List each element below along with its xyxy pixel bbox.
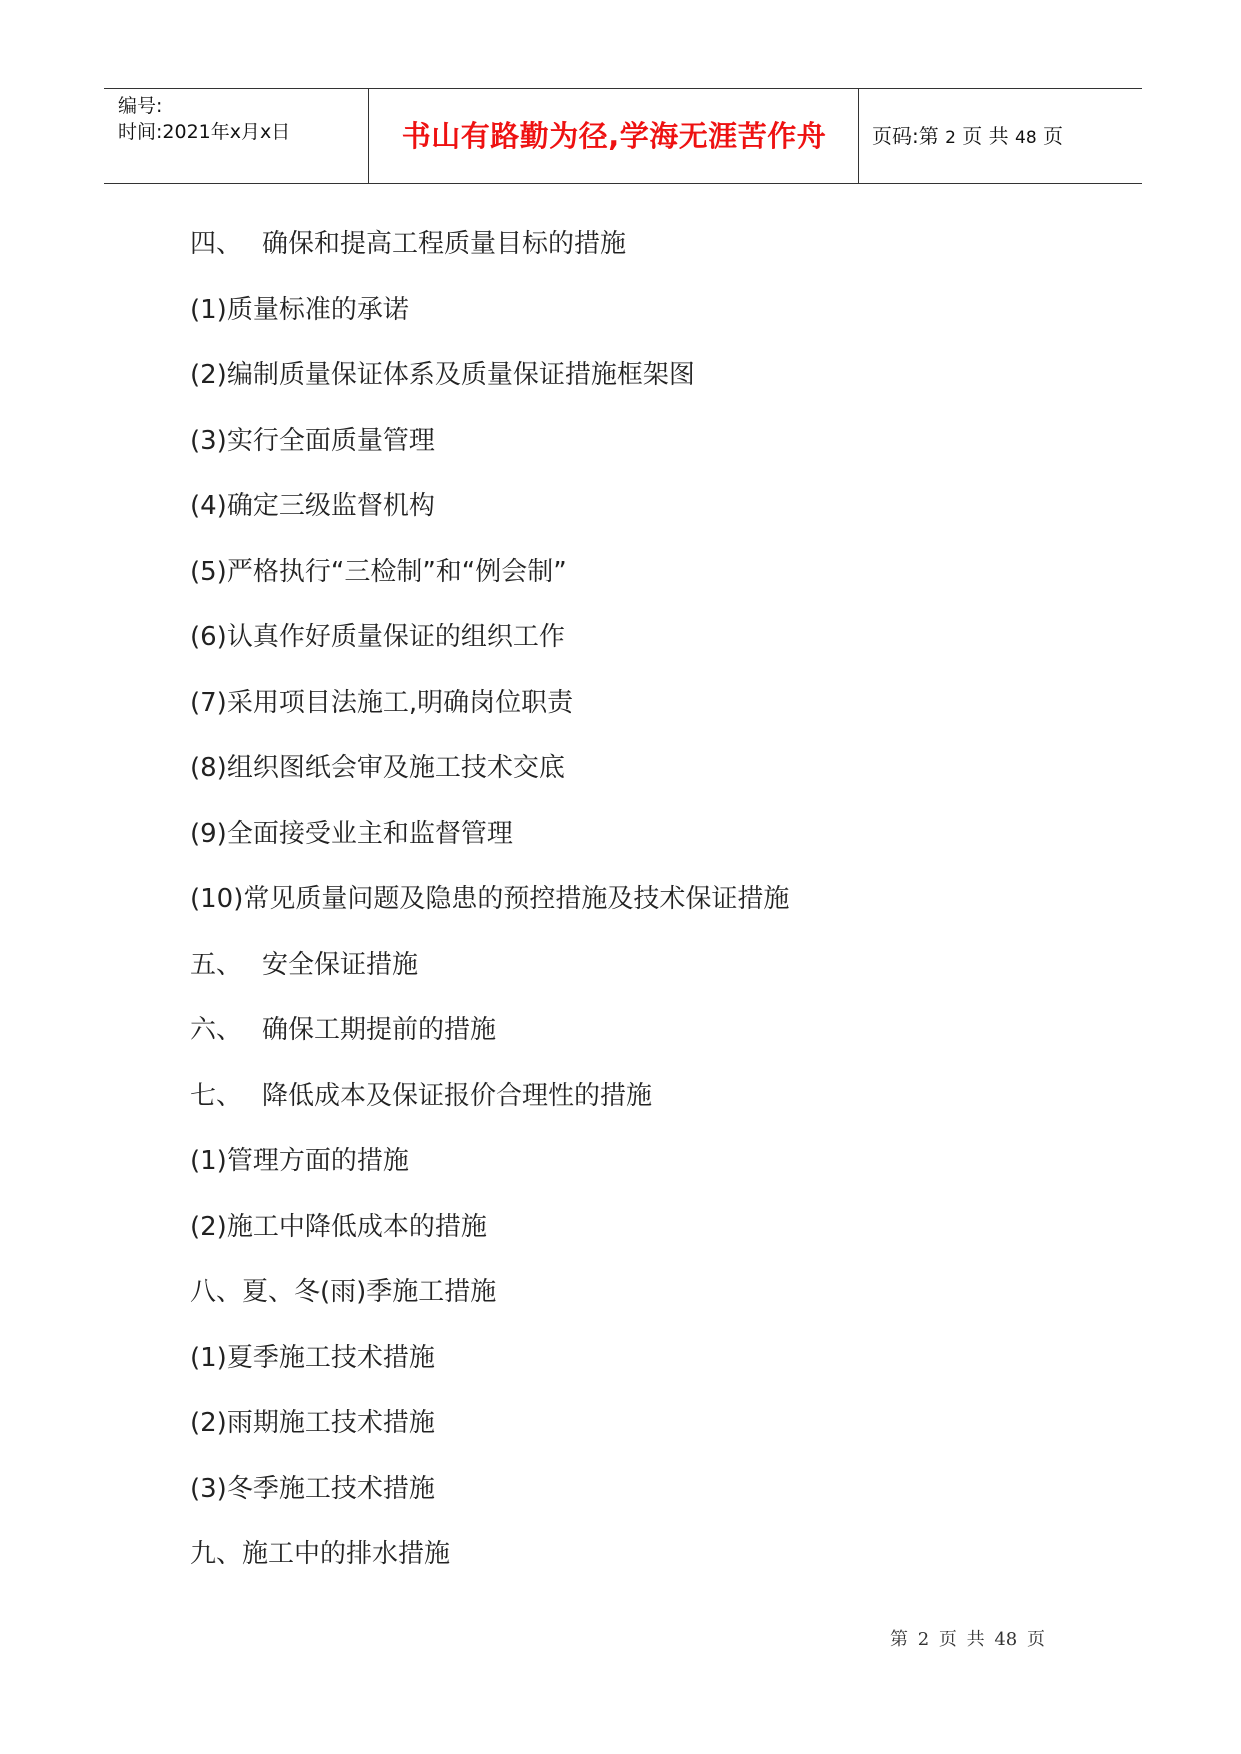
outline-text: 降低成本及保证报价合理性的措施 [262,1080,653,1111]
outline-section [190,938,1090,1004]
outline-section [190,217,1090,283]
outline-marker: (2) [190,360,227,390]
outline-text: 夏、冬(雨)季施工措施 [242,1277,497,1307]
outline-marker: (1) [190,294,227,325]
outline-marker: (3) [190,1473,227,1504]
outline-subitem [190,348,1090,414]
outline-text: 夏季施工技术措施 [226,1342,435,1373]
page-info-prefix: 页码:第 [872,124,939,148]
outline-marker: 九、 [190,1539,243,1569]
header-motto: 书山有路勤为径,学海无涯苦作舟 [401,119,827,153]
outline-text: 认真作好质量保证的组织工作 [226,622,565,652]
outline-text: 安全保证措施 [262,949,419,980]
outline-text: 施工中的排水措施 [242,1539,451,1569]
outline-subitem [190,1462,1090,1528]
outline-text: 组织图纸会审及施工技术交底 [226,753,565,783]
outline-marker: 七、 [190,1080,243,1111]
outline-subitem [190,807,1090,873]
outline-marker: 六、 [190,1015,243,1045]
outline-subitem [190,1331,1090,1397]
outline-marker: (10) [190,884,244,914]
outline-text: 采用项目法施工,明确岗位职责 [226,687,574,718]
outline-text: 质量标准的承诺 [226,294,409,325]
outline-text: 确保工期提前的措施 [262,1015,497,1045]
outline-marker: (9) [190,818,227,849]
outline-subitem [190,1396,1090,1462]
outline-subitem [190,1134,1090,1200]
outline-marker: 五、 [190,949,243,980]
outline-subitem [190,545,1090,611]
header-page-info [872,89,1063,183]
outline-subitem [190,741,1090,807]
outline-text: 施工中降低成本的措施 [226,1211,487,1242]
outline-subitem [190,283,1090,349]
serial-number-label: 编号: [118,95,163,117]
page-header [104,88,1142,184]
page-info-number: 2 [945,128,956,148]
outline-subitem [190,676,1090,742]
outline-section [190,1265,1090,1331]
header-divider-right [858,89,859,183]
outline-marker: (4) [190,491,227,521]
outline-text: 确保和提高工程质量目标的措施 [262,229,627,259]
outline-marker: (2) [190,1408,227,1438]
outline-marker: (1) [190,1146,227,1176]
outline-marker: 四、 [190,229,243,259]
outline-subitem [190,610,1090,676]
outline-text: 冬季施工技术措施 [226,1473,435,1504]
outline-marker: (1) [190,1342,227,1373]
header-divider-left [368,89,369,183]
outline-section [190,1527,1090,1593]
outline-text: 确定三级监督机构 [226,491,435,521]
document-outline [190,217,1090,1593]
header-meta [118,93,368,145]
outline-subitem [190,872,1090,938]
date-label: 时间:2021年x月x日 [118,121,291,143]
outline-marker: (7) [190,687,227,718]
page-info-suffix: 页 [1043,124,1064,148]
outline-marker: (3) [190,425,227,456]
outline-marker: (6) [190,622,227,652]
outline-marker: (5) [190,556,227,587]
outline-marker: (8) [190,753,227,783]
outline-subitem [190,479,1090,545]
outline-marker: (2) [190,1211,227,1242]
outline-text: 全面接受业主和监督管理 [226,818,513,849]
outline-section [190,1003,1090,1069]
outline-subitem [190,414,1090,480]
outline-text: 雨期施工技术措施 [226,1408,435,1438]
page-info-total: 48 [1015,128,1037,148]
outline-marker: 八、 [190,1277,243,1307]
outline-text: 编制质量保证体系及质量保证措施框架图 [226,360,695,390]
outline-text: 严格执行“三检制”和“例会制” [226,556,567,587]
outline-text: 管理方面的措施 [226,1146,409,1176]
page-footer: 第 2 页 共 48 页 [890,1629,1045,1650]
page-info-middle: 页 共 [962,124,1009,148]
outline-text: 实行全面质量管理 [226,425,435,456]
outline-text: 常见质量问题及隐患的预控措施及技术保证措施 [243,884,790,914]
outline-section [190,1069,1090,1135]
outline-subitem [190,1200,1090,1266]
